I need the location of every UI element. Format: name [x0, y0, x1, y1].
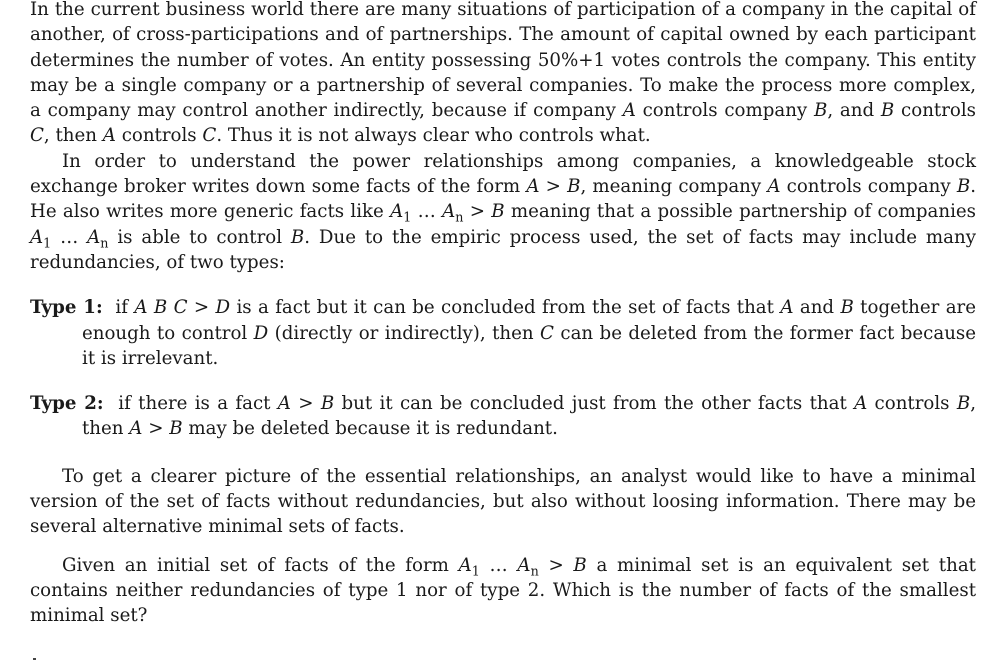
- type-2-label: Type 2:: [30, 393, 104, 415]
- type-1-label: Type 1:: [30, 297, 103, 319]
- outro-paragraph-1: To get a clearer picture of the essential relationships, an analyst would like to have a minimal version of the set of facts without redundancies, but also without loosing information. There may be several alternative minimal sets of facts.: [30, 465, 976, 538]
- intro-paragraph-1: In the current business world there are many situations of participation of a company in the capital of another, of cross-participations and of partnerships. The amount of capital owned by each participant determines the number of votes. An entity possessing 50%+1 votes controls the company. This entity may be a single company or a partnership of several companies. To make the process more complex, a company may control another indirectly, because if company A controls company B, and B controls C, then A controls C. Thus it is not always clear who controls what.: [30, 0, 977, 147]
- intro-paragraph-2: In order to understand the power relationships among companies, a knowledgeable stock exchange broker writes down some facts of the form A > B, meaning company A controls company B. He also writes more generic facts like $A_1$ … $A_n > B$ meaning that a possible partnership of companies $A_1$ … $A_n$ is able to control B. Due to the empiric process used, the set of facts may include many redundancies, of two types:: [30, 150, 976, 273]
- redundancy-type-2: Type 2: if there is a fact A > B but it can be concluded just from the other facts that A controls B, then A > B may be deleted because it is redundant.: [30, 393, 977, 440]
- outro-paragraph-2: Given an initial set of facts of the form $A_1$ … $A_n > B$ a minimal set is an equivalent set that contains neither redundancies of type 1 nor of type 2. Which is the number of facts of the smallest minimal set?: [30, 554, 976, 627]
- stray-mark: [33, 658, 36, 660]
- redundancy-type-1: Type 1: if A B C > D is a fact but it can be concluded from the set of facts that A and B together are enough to control D (directly or indirectly), then C can be deleted from the former fact because it is irrelevant.: [30, 297, 977, 369]
- problem-statement: [30, 0, 976, 629]
